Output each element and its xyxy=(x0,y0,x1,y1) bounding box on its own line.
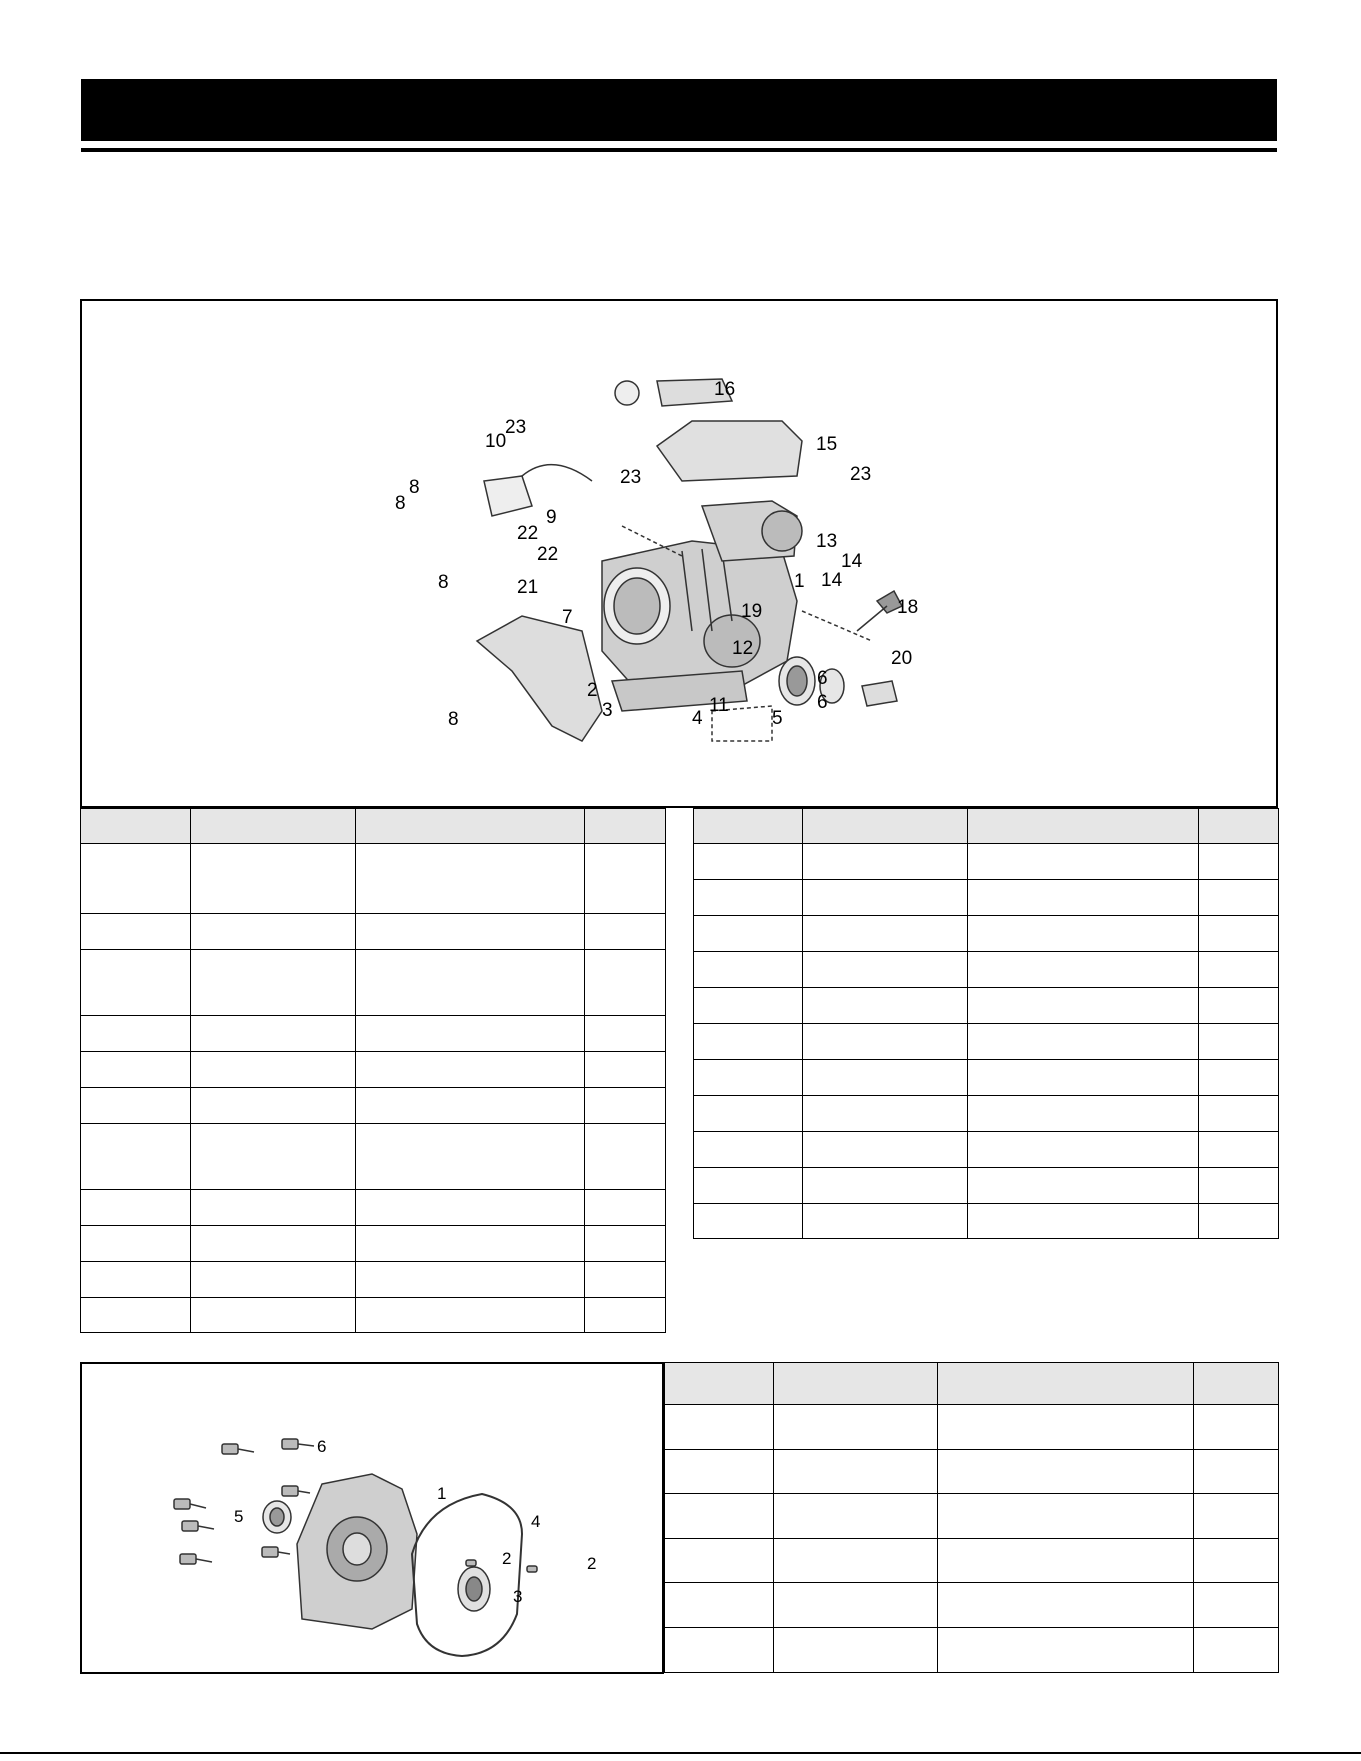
svg-text:19: 19 xyxy=(741,601,763,622)
table-row xyxy=(665,1405,1279,1450)
parts-table-left xyxy=(80,808,666,1333)
svg-text:22: 22 xyxy=(517,523,539,544)
svg-text:2: 2 xyxy=(502,1549,512,1568)
table-row xyxy=(694,880,1279,916)
table-row xyxy=(81,1016,666,1052)
table-header-row xyxy=(694,809,1279,844)
svg-text:3: 3 xyxy=(513,1587,523,1606)
table-row xyxy=(665,1494,1279,1539)
table-row xyxy=(81,1226,666,1262)
table-row xyxy=(694,988,1279,1024)
table-row xyxy=(694,1204,1279,1239)
svg-text:7: 7 xyxy=(562,607,573,628)
svg-text:2: 2 xyxy=(587,680,598,701)
svg-text:10: 10 xyxy=(485,431,507,452)
svg-text:6: 6 xyxy=(817,668,828,689)
parts-table-bottom xyxy=(664,1362,1279,1673)
header-bar xyxy=(81,79,1277,141)
table-row xyxy=(665,1583,1279,1628)
table-row xyxy=(81,1052,666,1088)
table-row xyxy=(694,844,1279,880)
svg-text:9: 9 xyxy=(546,507,557,528)
table-row xyxy=(694,1096,1279,1132)
svg-text:6: 6 xyxy=(317,1437,327,1456)
svg-text:8: 8 xyxy=(448,709,459,730)
svg-text:5: 5 xyxy=(234,1507,244,1526)
svg-text:23: 23 xyxy=(850,464,872,485)
exploded-diagram-crankcase-cover xyxy=(80,1362,664,1674)
footer-rule xyxy=(0,1752,1361,1754)
svg-text:5: 5 xyxy=(772,708,783,729)
table-row xyxy=(665,1450,1279,1494)
table-row xyxy=(694,916,1279,952)
table-row xyxy=(81,844,666,914)
table-row xyxy=(81,1298,666,1333)
svg-text:4: 4 xyxy=(692,708,703,729)
table-header-row xyxy=(665,1363,1279,1405)
svg-text:15: 15 xyxy=(816,434,838,455)
parts-table-right xyxy=(693,808,1279,1239)
svg-text:21: 21 xyxy=(517,577,539,598)
svg-text:14: 14 xyxy=(841,551,863,572)
table-row xyxy=(665,1539,1279,1583)
table-header-row xyxy=(81,809,666,844)
header-rule xyxy=(81,148,1277,152)
svg-text:16: 16 xyxy=(714,379,736,400)
table-row xyxy=(694,1168,1279,1204)
svg-text:20: 20 xyxy=(891,648,913,669)
svg-text:2: 2 xyxy=(587,1554,597,1573)
svg-text:12: 12 xyxy=(732,638,754,659)
svg-text:6: 6 xyxy=(817,692,828,713)
table-row xyxy=(694,952,1279,988)
svg-text:22: 22 xyxy=(537,544,559,565)
table-row xyxy=(694,1060,1279,1096)
table-row xyxy=(694,1024,1279,1060)
svg-text:13: 13 xyxy=(816,531,838,552)
table-row xyxy=(81,950,666,1016)
svg-text:8: 8 xyxy=(438,572,449,593)
crankcase-exploded-illustration xyxy=(82,301,1276,806)
table-row xyxy=(81,1262,666,1298)
table-row xyxy=(81,1088,666,1124)
svg-text:23: 23 xyxy=(620,467,642,488)
crankcase-cover-exploded-illustration xyxy=(82,1364,662,1672)
table-row xyxy=(81,1190,666,1226)
svg-text:18: 18 xyxy=(897,597,919,618)
svg-text:4: 4 xyxy=(531,1512,541,1531)
table-row xyxy=(81,1124,666,1190)
svg-text:11: 11 xyxy=(709,695,729,716)
svg-text:1: 1 xyxy=(437,1484,447,1503)
table-row xyxy=(694,1132,1279,1168)
svg-text:14: 14 xyxy=(821,570,843,591)
svg-text:8: 8 xyxy=(409,477,420,498)
svg-text:23: 23 xyxy=(505,417,527,438)
exploded-diagram-crankcase xyxy=(80,299,1278,808)
svg-text:1: 1 xyxy=(794,571,805,592)
svg-text:8: 8 xyxy=(395,493,406,514)
table-row xyxy=(665,1628,1279,1673)
table-row xyxy=(81,914,666,950)
svg-text:3: 3 xyxy=(602,700,613,721)
